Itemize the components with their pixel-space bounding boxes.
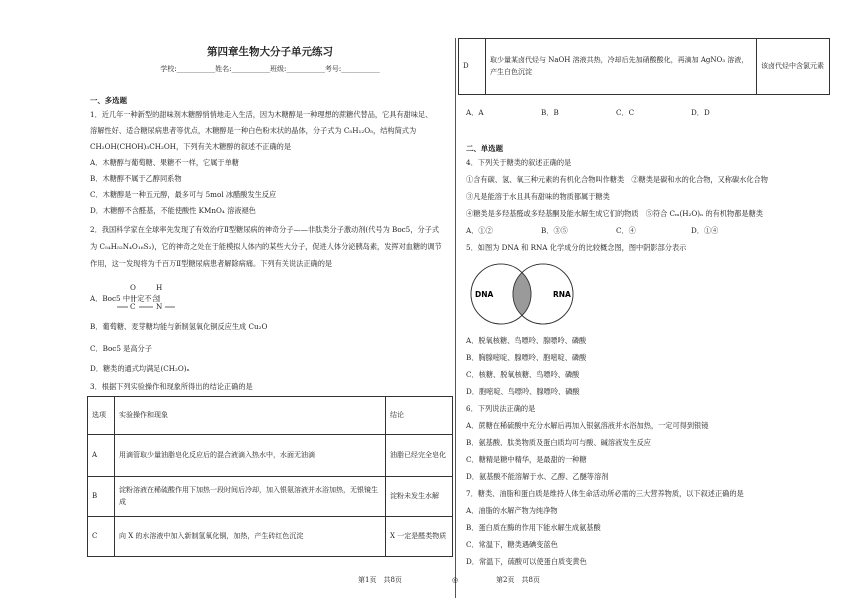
row-a-option: A [88,435,115,477]
q5-option-c[interactable]: C．核糖、脱氧核糖、鸟嘌呤、磷酸 [466,370,580,379]
q2-option-d[interactable]: D．糖类的通式均满足(CH₂O)ₙ [90,364,190,373]
q1-option-b[interactable]: B．木糖醇不属于乙醇同系物 [90,174,182,183]
q6-stem: 6．下列说法正确的是 [466,404,536,413]
student-info-line: 学校:___________姓名:___________班级:___________考号:___________ [160,65,380,73]
q5-stem: 5．如图为 DNA 和 RNA 化学成分的比较概念图，图中阴影部分表示 [466,243,687,252]
table-head-operation: 实验操作和现象 [115,397,386,435]
page-title: 第四章生物大分子单元练习 [207,46,333,58]
q2-option-c[interactable]: C．Boc5 是高分子 [90,344,152,353]
q2-option-a[interactable]: A．Boc5 中一定不含 [90,294,159,303]
q2-line2: 为 C₅₄H₅₂N₄O₁₆S₂)，它的神奇之处在于能模拟人体内的某些大分子，促进人体分泌胰岛素，发挥对血糖的调节 [90,242,442,251]
q5-option-d[interactable]: D．胞嘧啶、鸟嘌呤、腺嘌呤、磷酸 [466,387,580,396]
q1-line1: 1．近几年一种新型的甜味剂木糖醇悄悄地走入生活，因为木糖醇是一种理想的蔗糖代替品，它具有甜味足、 [90,110,433,119]
q1-option-c[interactable]: C．木糖醇是一种五元醇，最多可与 5mol 冰醋酸发生反应 [90,190,277,199]
q4-statement-1: ①含有碳、氢、氧三种元素的有机化合物叫作糖类 ②糖类是碳和水的化合物，又称碳水化合物 [466,175,768,184]
amide-structure [113,285,193,315]
table-row [88,435,453,477]
q4-stem: 4．下列关于糖类的叙述正确的是 [466,158,572,167]
table-row [88,517,453,557]
table-row [88,397,453,435]
q3-option-a[interactable]: A．A [466,108,484,117]
q3-table-continued [458,38,830,95]
row-b-operation: 淀粉溶液在稀硫酸作用下加热一段时间后冷却，加入银氨溶液并水浴加热，无银镜生成 [115,477,386,517]
table-row [459,39,830,95]
section-single-choice: 二、单选题 [466,144,503,153]
q5-option-a[interactable]: A．脱氧核糖、鸟嘌呤、腺嘌呤、磷酸 [466,336,587,345]
footer-mark: ◎ [452,576,459,584]
q4-statement-2: ③凡是能溶于水且具有甜味的物质都属于糖类 [466,192,610,201]
q4-statement-3: ④糖类是多羟基醛或多羟基酮及能水解生成它们的物质 ⑤符合 Cₘ(H₂O)ₙ 的有机物都是糖类 [466,209,763,218]
q4-option-c[interactable]: C．④ [616,226,636,235]
q5-option-b[interactable]: B．胸腺嘧啶、腺嘌呤、胞嘧啶、磷酸 [466,353,587,362]
venn-label-rna: RNA [553,290,571,299]
row-c-conclusion: X 一定是醛类物质 [386,517,453,557]
q1-line3: CH₂OH(CHOH)₃CH₂OH，下列有关木糖醇的叙述不正确的是 [90,142,292,151]
footer-page-right: 第2页 共8页 [496,576,540,584]
q6-option-b[interactable]: B．氨基酸、肽类物质及蛋白质均可与酸、碱溶液发生反应 [466,438,651,447]
q4-option-d[interactable]: D．①④ [691,226,719,235]
table-head-conclusion: 结论 [386,397,453,435]
q2-option-b[interactable]: B．葡萄糖、麦芽糖均能与新制氢氧化铜反应生成 Cu₂O [90,322,268,331]
section-multi-choice: 一、多选题 [90,96,127,105]
struct-c: C [130,302,136,311]
q3-option-c[interactable]: C．C [616,108,635,117]
q7-option-d[interactable]: D．常温下，硫酸可以使蛋白质变黄色 [466,557,587,566]
struct-h: H [156,283,163,292]
row-d-operation: 取少量某卤代烃与 NaOH 溶液共热，冷却后先加硝酸酸化，再滴加 AgNO₃ 溶液，产生白色沉淀 [486,39,757,95]
amide-bonds [113,285,193,315]
q7-option-c[interactable]: C．常温下，糖类遇碘变蓝色 [466,540,558,549]
q1-option-d[interactable]: D．木糖醇不含醛基，不能使酸性 KMnO₄ 溶液褪色 [90,206,256,215]
row-d-conclusion: 该卤代烃中含氯元素 [757,39,830,95]
q3-option-b[interactable]: B．B [541,108,559,117]
q2-line3: 作用，这一发现将为千百万Ⅱ型糖尿病患者解除病痛。下列有关说法正确的是 [90,259,333,268]
venn-label-dna: DNA [475,290,494,299]
row-d-option: D [459,39,486,95]
table-head-option: 选项 [88,397,115,435]
struct-o: O [130,283,136,292]
row-c-option: C [88,517,115,557]
q4-option-b[interactable]: B．③⑤ [541,226,568,235]
q3-option-d[interactable]: D．D [691,108,710,117]
q4-option-a[interactable]: A．①② [466,226,493,235]
q7-option-b[interactable]: B．蛋白质在酶的作用下能水解生成氨基酸 [466,523,601,532]
q6-option-a[interactable]: A．蔗糖在稀硫酸中充分水解后再加入银氨溶液并水浴加热，一定可得到银镜 [466,421,709,430]
q3-table [87,396,453,557]
q3-stem: 3．根据下列实验操作和现象所得出的结论正确的是 [90,382,253,391]
dna-rna-venn-diagram [467,262,579,326]
q7-stem: 7．糖类、油脂和蛋白质是维持人体生命活动所必需的三大营养物质，以下叙述正确的是 [466,489,744,498]
q2-line1: 2．我国科学家在全球率先发现了有效治疗Ⅱ型糖尿病的神奇分子——非肽类分子激动剂(代号为 Boc5，分子式 [90,225,440,234]
row-b-conclusion: 淀粉未发生水解 [386,477,453,517]
row-a-operation: 用滴管取少量油脂皂化反应后的混合液滴入热水中，水面无油滴 [115,435,386,477]
row-c-operation: 向 X 的水溶液中加入新制氢氧化铜，加热，产生砖红色沉淀 [115,517,386,557]
table-row [88,477,453,517]
struct-n: N [156,302,163,311]
q1-option-a[interactable]: A．木糖醇与葡萄糖、果糖不一样，它属于单糖 [90,158,239,167]
q6-option-d[interactable]: D．氨基酸不能溶解于水、乙醇、乙醚等溶剂 [466,472,609,481]
q6-option-c[interactable]: C．糖精是糖中精华，是最甜的一种糖 [466,455,587,464]
footer-page-left: 第1页 共8页 [358,576,402,584]
q1-line2: 溶解性好、适合糖尿病患者等优点，木糖醇是一种白色粉末状的晶体，分子式为 C₅H₁₂O₅，结构简式为 [90,126,417,135]
row-a-conclusion: 油脂已经完全皂化 [386,435,453,477]
row-b-option: B [88,477,115,517]
q7-option-a[interactable]: A．油脂的水解产物为纯净物 [466,506,558,515]
